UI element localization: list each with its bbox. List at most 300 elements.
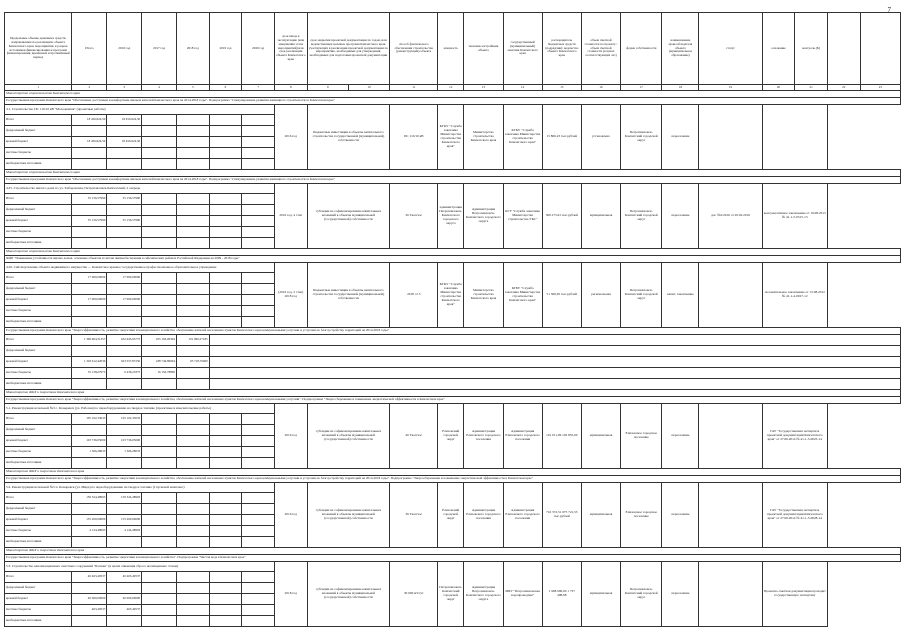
year-2017-value (142, 572, 177, 583)
capacity: 30 000 м3/сут (390, 562, 438, 627)
year-2018-value (176, 238, 209, 249)
header-cell: 2018 год (176, 13, 209, 85)
object-title-row (5, 184, 901, 194)
developer: Министерство строительства Камчатского края (464, 263, 503, 328)
total-value: 18 456,924,50 (72, 137, 107, 148)
ownership-form: муниципальная (581, 562, 620, 627)
header-cell: 2017 год (142, 13, 177, 85)
year-2020-value (242, 205, 275, 216)
data-table (4, 12, 901, 627)
owner-name: Петропавловск-Камчатский городской округ (621, 562, 662, 627)
total-value: 35 156,57990 (72, 216, 107, 227)
empty-cell (209, 346, 900, 357)
year-2016-value: 18 456,924,50 (107, 115, 142, 126)
year-2019-value (209, 194, 242, 205)
section-row (5, 469, 901, 476)
year-2018-value (176, 137, 209, 148)
program-row (5, 397, 901, 404)
year-2016-value (107, 159, 142, 170)
year-2019-value (209, 425, 242, 436)
expertise-conclusion: консультативное заключение от 16.08.2013 № 41-1-5-0515-13 (762, 184, 827, 249)
year-2018-value: 101 990,27185 (176, 335, 209, 346)
empty-cell (209, 368, 900, 379)
year-2020-value (242, 447, 275, 458)
header-cell: способ фактического обеспечения строительства (реконструкции) объекта (390, 13, 438, 85)
section-row (5, 548, 901, 555)
capacity: 30 Гкал/час (390, 184, 438, 249)
funding-method: субсидии на софинансирование капитальных вложений в объекты муниципальной (государственной) собственности (307, 562, 390, 627)
header-cell: 2019 год (209, 13, 242, 85)
owner-name: Петропавловск-Камчатский городской округ (621, 105, 662, 170)
year-2020-value (242, 159, 275, 170)
year-2020-value (242, 616, 275, 627)
ownership-form: муниципальная (581, 404, 620, 469)
funding-source-label: Итого (5, 335, 72, 346)
note (699, 263, 762, 328)
year-2020-value (242, 137, 275, 148)
funding-source-label: Итого (5, 115, 72, 126)
note (699, 562, 762, 627)
funding-source-label: краевой бюджет (5, 216, 72, 227)
index-cell: 20 (762, 85, 795, 91)
estimated-cost: 101 011,09 103 835,00 (542, 404, 581, 469)
year-2016-value: 35 156,57990 (107, 216, 142, 227)
header-cell: основание (762, 13, 795, 85)
funding-source-label: федеральный бюджет (5, 284, 72, 295)
ownership-form: региональная (581, 263, 620, 328)
year-2019-value (209, 317, 242, 328)
program-title: Государственная программа Камчатского края "Энергоэффективность, развитие энергетики и коммунального хозяйства". Подпрограмма "Чистая вода в Камчатском крае" (5, 555, 901, 562)
year-2019-value (209, 148, 242, 159)
year-2018-value (176, 605, 209, 616)
index-cell: 14 (503, 85, 542, 91)
index-cell: 10 (348, 85, 389, 91)
year-2016-value (107, 583, 142, 594)
index-cell: 5 (176, 85, 209, 91)
executor: МБУ "Петропавловская водопроводная" (503, 562, 542, 627)
year-2016-value: 4 124,48993 (107, 526, 142, 537)
year-2016-value (107, 205, 142, 216)
index-cell: 4 (142, 85, 177, 91)
year-2016-value: 1 366,28633 (107, 447, 142, 458)
year-2017-value (142, 493, 177, 504)
total-value (72, 306, 107, 317)
year-2016-value (107, 537, 142, 548)
year-2020-value (242, 216, 275, 227)
year-2018-value (176, 515, 209, 526)
year-2017-value (142, 583, 177, 594)
year-2018-value (176, 504, 209, 515)
year-2016-value: 35 156,57990 (107, 194, 142, 205)
year-2017-value (142, 458, 177, 469)
year-2020-value (242, 284, 275, 295)
object-title-row (5, 263, 901, 273)
funding-source-label: федеральный бюджет (5, 346, 72, 357)
year-2016-value: 463,49537 (107, 605, 142, 616)
year-2020-value (242, 306, 275, 317)
funding-source-label: краевой бюджет (5, 594, 72, 605)
funding-source-label: краевой бюджет (5, 357, 72, 368)
executor: Администрация Елизовского городского поселения (503, 404, 542, 469)
year-2020-value (242, 273, 275, 284)
object-title: 5.1. Реконструкция котельной №3 с. Козыревск (ул. Рабочая) по переоборудованию на твердое топливо (проектные и изыскательские работы) (5, 404, 275, 414)
year-2016-value: 40 463,49537 (107, 572, 142, 583)
funding-source-label: краевой бюджет (5, 137, 72, 148)
year-2020-value (242, 572, 275, 583)
year-2020-value (242, 126, 275, 137)
year-2017-value (142, 379, 177, 390)
funding-source-label: Итого (5, 493, 72, 504)
index-cell: 22 (827, 85, 860, 91)
program-funding-row (5, 357, 901, 368)
total-value: 1 318 612,42036 (72, 357, 107, 368)
index-cell: 12 (438, 85, 464, 91)
year-2019-value (209, 458, 242, 469)
year-2016-value: 623 557,87250 (107, 357, 142, 368)
year-2017-value (142, 227, 177, 238)
funding-source-label: внебюджетные источники (5, 537, 72, 548)
year-2020-value (242, 238, 275, 249)
total-value (72, 379, 107, 390)
index-cell: 9 (307, 85, 348, 91)
year-2018-value: 93 718,76000 (176, 357, 209, 368)
year-2016-value: 159 324,48993 (107, 493, 142, 504)
header-cell (827, 13, 860, 85)
section-row (5, 390, 901, 397)
header-cell: Итого (72, 13, 107, 85)
year-2020-value (242, 458, 275, 469)
year-2019-value (209, 594, 242, 605)
total-value (72, 425, 107, 436)
year-2020-value (242, 583, 275, 594)
estimated-cost: 369 273,61 тыс.рублей (542, 184, 581, 249)
funding-source-label: федеральный бюджет (5, 504, 72, 515)
year-2019-value (209, 447, 242, 458)
funding-method: субсидии на софинансирование капитальных вложений в объекты муниципальной (государственной) собственности (307, 404, 390, 469)
index-cell: 8 (274, 85, 307, 91)
year-2016-value: 40 000,00000 (107, 594, 142, 605)
program-title: Государственная программа Камчатского края "Энергоэффективность, развитие энергетики и коммунального хозяйства, обеспечение жителей населенных пунктов Камчатского края коммунальными услугами и услугами по благоустройству территорий на 2014-2018 годы". Подпрограмма "Энергосбережение и повышение энергетической эффективности в Камчатском крае" (5, 476, 901, 483)
year-2017-value (142, 126, 177, 137)
object-title-row (5, 404, 901, 414)
developer: Администрация Петропавловск-Камчатского городского округа (464, 184, 503, 249)
object-title-row (5, 483, 901, 493)
developer: Администрация Петропавловск-Камчатского городского округа (464, 562, 503, 627)
header-cell: статус (699, 13, 762, 85)
funding-source-label: местные бюджеты (5, 368, 72, 379)
index-cell: 17 (621, 85, 662, 91)
year-2019-value (209, 493, 242, 504)
funding-source-label: краевой бюджет (5, 436, 72, 447)
year-2018-value (176, 216, 209, 227)
customer: Елизовский городской округ (438, 483, 464, 548)
year-2019-value (209, 295, 242, 306)
year-2017-value (142, 537, 177, 548)
section-title: Министерство ЖКХ и энергетики Камчатского края (5, 469, 901, 476)
year-2016-value (107, 317, 142, 328)
year-2017-value (142, 526, 177, 537)
year-2018-value (176, 159, 209, 170)
total-value: 463,49537 (72, 605, 107, 616)
program-funding-row (5, 335, 901, 346)
total-value (72, 317, 107, 328)
capacity: 40 Гкал/час (390, 404, 438, 469)
year-2017-value: 16 150,78800 (142, 368, 177, 379)
year-2018-value (176, 194, 209, 205)
year-2020-value (242, 537, 275, 548)
total-value: 155 200,00000 (72, 515, 107, 526)
total-value (72, 148, 107, 159)
year-2016-value: 17 000,00000 (107, 273, 142, 284)
funding-source-label: внебюджетные источники (5, 458, 72, 469)
year-2019-value (209, 504, 242, 515)
funding-method: субсидии на софинансирование капитальных вложений в объекты муниципальной (государственной) собственности (307, 184, 390, 249)
year-2018-value (176, 205, 209, 216)
header-cell: мощность (438, 13, 464, 85)
total-value (72, 227, 107, 238)
expertise-conclusion: ГАУ "Государственная экспертиза проектной документации Камчатского края" от 27.06.2014 № 41-1-5-0028-14 (762, 483, 827, 548)
total-value: 35 158,67975 (72, 368, 107, 379)
year-2018-value (176, 447, 209, 458)
year-2018-value (176, 379, 209, 390)
capacity: 36 Гкал/час (390, 483, 438, 548)
ownership-form: муниципальная (581, 483, 620, 548)
total-value: 17 000,00000 (72, 273, 107, 284)
year-2016-value: 18 456,924,50 (107, 137, 142, 148)
header-cell: 2020 год (242, 13, 275, 85)
year-2017-value (142, 238, 177, 249)
year-2019-value (209, 436, 242, 447)
year-2016-value: 155 200,00000 (107, 515, 142, 526)
year-2018-value (176, 227, 209, 238)
year-2019-value (209, 605, 242, 616)
year-2018-value (176, 148, 209, 159)
empty-cell (209, 335, 900, 346)
developer: Администрация Елизовского городского поселения (464, 404, 503, 469)
year-2019-value (209, 616, 242, 627)
year-2017-value (142, 159, 177, 170)
program-row (5, 328, 901, 335)
year-2020-value (242, 436, 275, 447)
funding-source-label: местные бюджеты (5, 605, 72, 616)
year-2019-value (209, 115, 242, 126)
object-term: 2016 год (274, 404, 307, 469)
section-title: Министерство строительства Камчатского края (5, 249, 901, 256)
year-2016-value (107, 284, 142, 295)
year-2016-value (107, 379, 142, 390)
program-title: Государственная программа Камчатского края "Обеспечение доступным и комфортным жильем жителей Камчатского края на 2014-2018 годы". Подпрограмма "Стимулирование развития жилищного строительства в Камчатском крае" (5, 177, 901, 184)
status: переселение (662, 562, 699, 627)
header-cell: срок закрытия проектной документации по годам, или ведомственных целевых программ Камчатского края, участвующих в реализации проектной документации по мероприятию, необходимых для утверждения, необходимых для подготовки проектной документации (307, 13, 390, 85)
total-value (72, 458, 107, 469)
year-2018-value (176, 537, 209, 548)
year-2018-value (176, 425, 209, 436)
funding-source-label: Итого (5, 572, 72, 583)
funding-source-label: краевой бюджет (5, 295, 72, 306)
customer: администрация Петропавловск-Камчатского городского округа (438, 184, 464, 249)
funding-source-label: Итого (5, 414, 72, 425)
program-row (5, 555, 901, 562)
year-2017-value (142, 425, 177, 436)
header-cell: 2016 год (107, 13, 142, 85)
header-cell (860, 13, 900, 85)
header-cell: контроль (Б) (795, 13, 828, 85)
year-2019-value (209, 537, 242, 548)
year-2020-value (242, 425, 275, 436)
header-cell: заказчик-застройщик объекта (464, 13, 503, 85)
year-2018-value (176, 115, 209, 126)
funding-source-label: краевой бюджет (5, 515, 72, 526)
funding-source-label: Итого (5, 273, 72, 284)
year-2020-value (242, 414, 275, 425)
total-value: 103 736,05000 (72, 436, 107, 447)
year-2016-value (107, 616, 142, 627)
year-2020-value (242, 594, 275, 605)
funding-source-label: федеральный бюджет (5, 126, 72, 137)
year-2017-value (142, 436, 177, 447)
funding-source-label: местные бюджеты (5, 148, 72, 159)
status: капит. заключение (662, 263, 699, 328)
year-2017-value (142, 273, 177, 284)
total-value: 17 000,00000 (72, 295, 107, 306)
total-value (72, 583, 107, 594)
year-2016-value (107, 458, 142, 469)
year-2019-value (209, 572, 242, 583)
year-2018-value (176, 526, 209, 537)
owner-name: Петропавловск-Камчатский городской округ (621, 263, 662, 328)
expertise-conclusion: ГАУ "Государственная экспертиза проектной документации Камчатского края" от 27.06.2014 № 41-1-5-0025-14 (762, 404, 827, 469)
object-term: (2016 год, 2 этап) 2018 год (274, 263, 307, 328)
funding-source-label: внебюджетные источники (5, 159, 72, 170)
year-2016-value (107, 227, 142, 238)
year-2017-value: 438 746,89694 (142, 357, 177, 368)
capacity: 2018 от 3 (390, 263, 438, 328)
year-2016-value (107, 425, 142, 436)
year-2016-value (107, 148, 142, 159)
object-title-row (5, 562, 901, 572)
year-2018-value (176, 583, 209, 594)
funding-method: Бюджетные инвестиции в объекты капитального строительства государственной (муниципальной) собственности (307, 263, 390, 328)
object-title-row (5, 105, 901, 115)
total-value: 4 124,48993 (72, 526, 107, 537)
year-2016-value (107, 306, 142, 317)
executor: КГКУ "Служба заказчика Министерства строительства Камчатского края" (503, 105, 542, 170)
year-2017-value (142, 594, 177, 605)
section-title: Министерство строительства Камчатского края (5, 91, 901, 98)
index-cell: 11 (390, 85, 438, 91)
index-cell: 16 (581, 85, 620, 91)
index-cell: 3 (107, 85, 142, 91)
total-value: 40 463,49537 (72, 572, 107, 583)
funding-source-label: Итого (5, 194, 72, 205)
ownership-form: установлено (581, 105, 620, 170)
object-term: 2016 год, 4 этап (274, 184, 307, 249)
customer: КГКУ "Служба заказчика Министерства строительства Камчатского края" (438, 263, 464, 328)
section-row (5, 249, 901, 256)
funding-source-label: федеральный бюджет (5, 583, 72, 594)
index-cell: 21 (795, 85, 828, 91)
total-value (72, 126, 107, 137)
header-cell: срок ввода в эксплуатацию (или завершения этапа мероприятий) или срок реализации объекта Камчатского края (274, 13, 307, 85)
year-2018-value (176, 126, 209, 137)
year-2017-value (142, 137, 177, 148)
header-cell: форма собственности (621, 13, 662, 85)
year-2017-value (142, 346, 177, 357)
empty-cell (209, 357, 900, 368)
year-2019-value (209, 216, 242, 227)
program-row (5, 177, 901, 184)
year-2020-value (242, 148, 275, 159)
header-cell: Предельные объемы денежных средств, направляемых на реализацию объекта Камчатского края, мероприятия, в разрезе источников финансирования и программ финансирования, временной и протяжённый период (5, 13, 72, 85)
year-2018-value (176, 594, 209, 605)
year-2020-value (242, 115, 275, 126)
header-cell: наименование правообладателя объекта (муниципальное образование) (662, 13, 699, 85)
program-funding-row (5, 368, 901, 379)
total-value (72, 346, 107, 357)
index-cell: 7 (242, 85, 275, 91)
owner-name: Елизовское городское поселение (621, 404, 662, 469)
note (699, 483, 762, 548)
year-2019-value (209, 159, 242, 170)
year-2016-value: 103 736,05000 (107, 436, 142, 447)
year-2018-value (176, 458, 209, 469)
year-2020-value (242, 493, 275, 504)
customer: Петропавловск-Камчатский городской округ (438, 562, 464, 627)
year-2017-value (142, 295, 177, 306)
year-2016-value (107, 238, 142, 249)
funding-source-label: внебюджетные источники (5, 317, 72, 328)
expertise-conclusion: Проектно-сметная документация проходит государственную экспертизу (762, 562, 827, 627)
funding-source-label: местные бюджеты (5, 447, 72, 458)
index-cell: 6 (209, 85, 242, 91)
year-2017-value: 455 193,00394 (142, 335, 177, 346)
year-2018-value (176, 306, 209, 317)
total-value (72, 159, 107, 170)
year-2019-value (209, 526, 242, 537)
year-2018-value (176, 346, 209, 357)
index-cell: 1 (5, 85, 72, 91)
year-2016-value: 17 000,00000 (107, 295, 142, 306)
status: переселение (662, 483, 699, 548)
year-2020-value (242, 526, 275, 537)
year-2018-value (176, 616, 209, 627)
year-2019-value (209, 238, 242, 249)
object-title: 4.25. Строительство жилого дома по ул. Хабаровская, Петропавловск-Камчатский, 2 очередь (5, 184, 275, 194)
program-funding-row (5, 346, 901, 357)
index-cell: 13 (464, 85, 503, 91)
object-term: 2016 год (274, 105, 307, 170)
object-title: 5.2. Реконструкция котельной №5 п. Козыревск (ул. Мира) по переоборудованию на твердое топливо (I пусковой комплекс) (5, 483, 275, 493)
estimated-cost: 15 806,23 тыс.рублей (542, 105, 581, 170)
year-2019-value (209, 515, 242, 526)
status: переселение (662, 184, 699, 249)
object-title: 4.26. Сейсмоусиление объекта недвижимого имущества — Камчатское краевое государственное профессиональное образовательное учреждение (5, 263, 275, 273)
year-2020-value (242, 605, 275, 616)
funding-source-label: внебюджетные источники (5, 379, 72, 390)
total-value (72, 537, 107, 548)
ownership-form: муниципальная (581, 184, 620, 249)
year-2019-value (209, 137, 242, 148)
year-2017-value (142, 306, 177, 317)
funding-source-label: местные бюджеты (5, 526, 72, 537)
index-cell: 2 (72, 85, 107, 91)
program-title: Государственная программа Камчатского края "Энергоэффективность, развитие энергетики и коммунального хозяйства, обеспечение жителей населенных пунктов Камчатского края коммунальными услугами и услугами по благоустройству территорий на 2014-2018 годы" (5, 328, 901, 335)
header-cell: государственный (муниципальный) заказчик Камчатского края (503, 13, 542, 85)
year-2018-value (176, 572, 209, 583)
year-2018-value (176, 493, 209, 504)
developer: Администрация Елизовского городского поселения (464, 483, 503, 548)
year-2019-value (209, 126, 242, 137)
